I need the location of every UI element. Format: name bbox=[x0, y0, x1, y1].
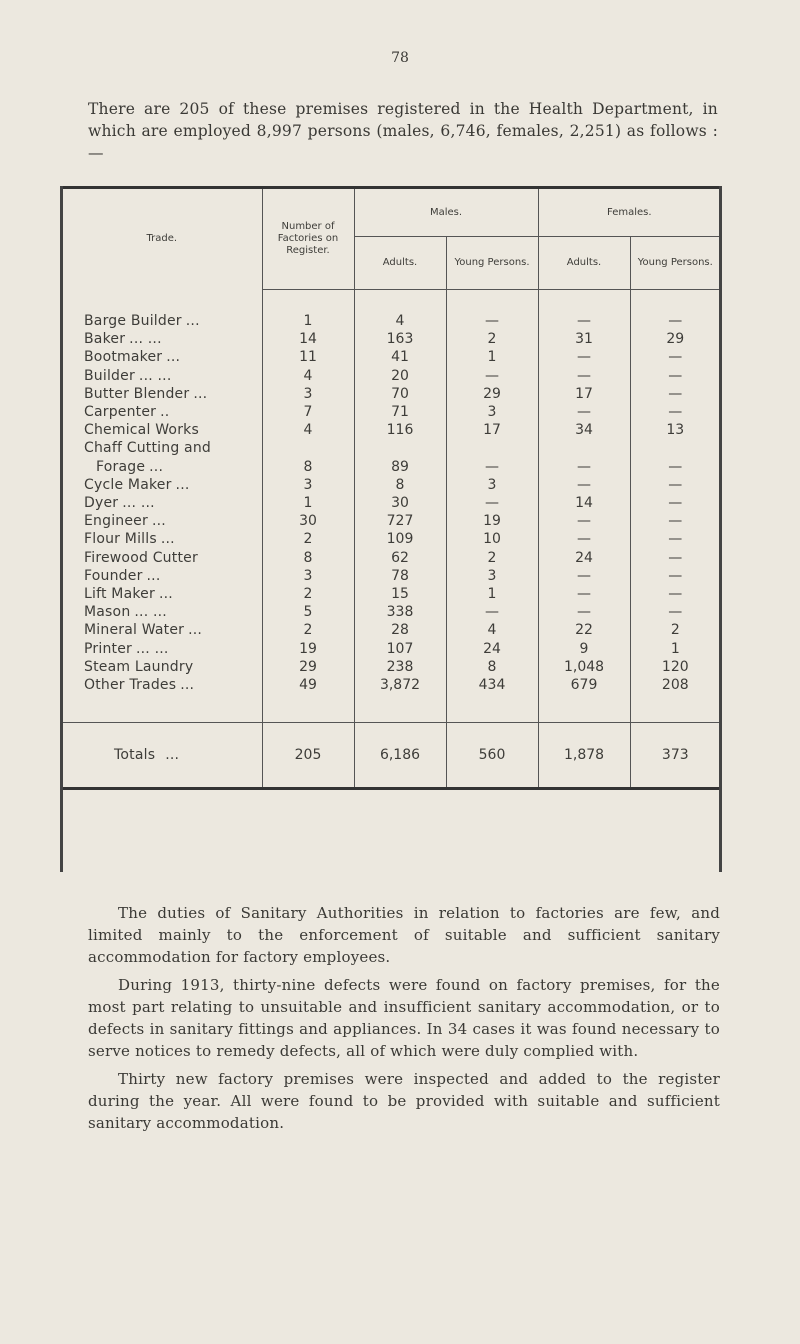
table-row bbox=[62, 367, 720, 385]
table-row bbox=[62, 330, 720, 348]
cell-f-young: — bbox=[668, 495, 683, 512]
cell-factories: 4 bbox=[262, 421, 354, 439]
cell-factories: 8 bbox=[262, 458, 354, 476]
cell-m-young bbox=[446, 439, 538, 457]
table-row bbox=[62, 494, 720, 512]
leader-dots: ... ... bbox=[134, 604, 167, 621]
trade-name: Other Trades bbox=[84, 677, 177, 694]
table-row bbox=[62, 585, 720, 603]
leader-dots: ... bbox=[180, 677, 195, 694]
spacer-row bbox=[62, 290, 720, 313]
totals-label-cell bbox=[62, 723, 262, 789]
leader-dots: ... bbox=[166, 349, 181, 366]
cell-m-young: 3 bbox=[446, 476, 538, 494]
cell-m-adults: 4 bbox=[354, 312, 446, 330]
table-row bbox=[62, 348, 720, 366]
trade-name: Steam Laundry bbox=[84, 658, 194, 675]
cell-f-adults: 31 bbox=[538, 330, 630, 348]
table-row bbox=[62, 421, 720, 439]
cell-f-young: 2 bbox=[670, 622, 680, 639]
cell-m-young: 29 bbox=[446, 385, 538, 403]
cell-factories: 5 bbox=[262, 603, 354, 621]
cell-m-young: 3 bbox=[446, 403, 538, 421]
cell-m-young: 24 bbox=[446, 640, 538, 658]
cell-factories: 2 bbox=[262, 530, 354, 548]
trade-name: Firewood Cutter bbox=[84, 549, 198, 566]
trade-name: Printer bbox=[84, 640, 132, 657]
cell-factories: 3 bbox=[262, 567, 354, 585]
cell-m-young: — bbox=[446, 603, 538, 621]
cell-factories: 3 bbox=[262, 476, 354, 494]
cell-m-adults: 8 bbox=[354, 476, 446, 494]
trade-cell bbox=[62, 421, 262, 439]
total-f-young: 373 bbox=[630, 723, 720, 789]
cell-m-adults: 71 bbox=[354, 403, 446, 421]
cell-factories: 2 bbox=[262, 621, 354, 639]
table-row bbox=[62, 567, 720, 585]
table-row bbox=[62, 640, 720, 658]
table-row bbox=[62, 403, 720, 421]
trade-cell bbox=[62, 385, 262, 403]
header-males-young-persons: Young Persons. bbox=[446, 237, 538, 290]
header-females-young-persons: Young Persons. bbox=[630, 237, 720, 290]
cell-m-young: 434 bbox=[446, 676, 538, 694]
cell-m-young: 2 bbox=[446, 330, 538, 348]
intro-paragraph: There are 205 of these premises registered in the Health Department, in which are employed 8,997 persons (males, 6,746, females, 2,251) as follows :— bbox=[88, 100, 718, 162]
spacer-row bbox=[62, 694, 720, 723]
cell-m-adults: 338 bbox=[354, 603, 446, 621]
leader-dots: ... bbox=[165, 747, 180, 764]
cell-m-young: — bbox=[446, 458, 538, 476]
cell-f-adults: 17 bbox=[538, 385, 630, 403]
trade-cell bbox=[62, 640, 262, 658]
total-m-young: 560 bbox=[446, 723, 538, 789]
trade-cell bbox=[62, 512, 262, 530]
cell-factories: 19 bbox=[262, 640, 354, 658]
cell-m-adults: 41 bbox=[354, 348, 446, 366]
page-number: 78 bbox=[391, 50, 409, 66]
paragraph-defects: During 1913, thirty-nine defects were found on factory premises, for the most part relating to unsuitable and insufficient sanitary accommodation, or to defects in sanitary fittings and appliances. In 34 cases it was found necessary to serve notices to remedy defects, all of which were duly complied with. bbox=[88, 976, 720, 1060]
cell-f-adults: — bbox=[538, 530, 630, 548]
table-row bbox=[62, 385, 720, 403]
cell-f-young: — bbox=[668, 367, 683, 384]
trade-cell bbox=[62, 549, 262, 567]
cell-f-young bbox=[630, 439, 720, 457]
cell-factories: 11 bbox=[262, 348, 354, 366]
cell-m-young: 19 bbox=[446, 512, 538, 530]
factories-table-container bbox=[62, 186, 720, 872]
cell-factories: 1 bbox=[262, 312, 354, 330]
trade-name: Lift Maker bbox=[84, 586, 155, 603]
trade-name: Dyer bbox=[84, 495, 119, 512]
table-row bbox=[62, 603, 720, 621]
cell-m-adults: 238 bbox=[354, 658, 446, 676]
trade-cell bbox=[62, 494, 262, 512]
cell-m-adults: 116 bbox=[354, 421, 446, 439]
table-right-border bbox=[719, 186, 722, 872]
trade-cell bbox=[62, 676, 262, 694]
leader-dots: ... bbox=[149, 458, 164, 475]
cell-f-adults: — bbox=[538, 567, 630, 585]
cell-m-adults: 89 bbox=[354, 458, 446, 476]
cell-f-young: — bbox=[668, 567, 683, 584]
cell-f-young: — bbox=[668, 531, 683, 548]
trade-cell bbox=[62, 585, 262, 603]
trade-cell bbox=[62, 530, 262, 548]
cell-f-adults bbox=[538, 439, 630, 457]
cell-m-young: 4 bbox=[446, 621, 538, 639]
trade-name: Mineral Water bbox=[84, 622, 185, 639]
cell-f-young: — bbox=[668, 604, 683, 621]
cell-f-young: — bbox=[668, 404, 683, 421]
table-row bbox=[62, 621, 720, 639]
leader-dots: ... ... bbox=[135, 640, 169, 657]
trade-cell bbox=[62, 603, 262, 621]
cell-m-adults: 62 bbox=[354, 549, 446, 567]
trade-name: Chaff Cutting and bbox=[84, 440, 212, 457]
table-row bbox=[62, 512, 720, 530]
total-m-adults: 6,186 bbox=[354, 723, 446, 789]
cell-factories: 8 bbox=[262, 549, 354, 567]
cell-m-young: 8 bbox=[446, 658, 538, 676]
table-body bbox=[62, 290, 720, 789]
cell-f-adults: — bbox=[538, 476, 630, 494]
total-f-adults: 1,878 bbox=[538, 723, 630, 789]
totals-row bbox=[62, 723, 720, 789]
cell-f-young: — bbox=[668, 476, 683, 493]
cell-factories: 4 bbox=[262, 367, 354, 385]
cell-f-young: — bbox=[668, 586, 683, 603]
trade-name: Barge Builder bbox=[84, 313, 182, 329]
cell-m-adults bbox=[354, 439, 446, 457]
cell-f-adults: 9 bbox=[538, 640, 630, 658]
leader-dots: ... bbox=[193, 385, 208, 402]
cell-m-adults: 109 bbox=[354, 530, 446, 548]
cell-f-adults: — bbox=[538, 403, 630, 421]
paragraph-duties: The duties of Sanitary Authorities in relation to factories are few, and limited mainly to the enforcement of suitable and sufficient sanitary accommodation for factory employees. bbox=[88, 904, 720, 966]
cell-f-adults: — bbox=[538, 585, 630, 603]
cell-factories: 2 bbox=[262, 585, 354, 603]
leader-dots: ... bbox=[158, 586, 173, 603]
trade-cell bbox=[62, 348, 262, 366]
table-row bbox=[62, 312, 720, 330]
table-row bbox=[62, 530, 720, 548]
cell-m-young: 1 bbox=[446, 585, 538, 603]
cell-factories bbox=[262, 439, 354, 457]
table-row bbox=[62, 476, 720, 494]
trade-name: Carpenter bbox=[84, 404, 157, 421]
trade-cell bbox=[62, 458, 262, 476]
cell-f-young: 13 bbox=[666, 422, 685, 439]
trade-name: Bootmaker bbox=[84, 349, 163, 366]
cell-f-adults: — bbox=[538, 458, 630, 476]
cell-f-adults: — bbox=[538, 312, 630, 330]
leader-dots: ... ... bbox=[138, 367, 172, 384]
leader-dots: ... bbox=[151, 513, 166, 530]
cell-f-young: — bbox=[668, 385, 683, 402]
cell-f-young: — bbox=[668, 313, 683, 329]
cell-f-young: 120 bbox=[661, 658, 689, 675]
trade-cell bbox=[62, 403, 262, 421]
trade-cell bbox=[62, 658, 262, 676]
leader-dots: ... bbox=[146, 567, 161, 584]
cell-m-adults: 28 bbox=[354, 621, 446, 639]
trade-name: Builder bbox=[84, 367, 135, 384]
cell-m-adults: 20 bbox=[354, 367, 446, 385]
leader-dots: ... bbox=[185, 313, 200, 329]
cell-f-young: — bbox=[668, 513, 683, 530]
cell-m-young: 3 bbox=[446, 567, 538, 585]
trade-name: Engineer bbox=[84, 513, 148, 530]
paragraph-new-premises: Thirty new factory premises were inspected and added to the register during the year. All were found to be provided with suitable and sufficient sanitary accommodation. bbox=[88, 1070, 720, 1132]
trade-name: Mason bbox=[84, 604, 131, 621]
cell-m-adults: 107 bbox=[354, 640, 446, 658]
cell-m-adults: 30 bbox=[354, 494, 446, 512]
cell-m-adults: 163 bbox=[354, 330, 446, 348]
cell-m-adults: 70 bbox=[354, 385, 446, 403]
factories-table bbox=[62, 186, 720, 790]
total-factories: 205 bbox=[262, 723, 354, 789]
header-males-adults: Adults. bbox=[354, 237, 446, 290]
totals-label: Totals bbox=[114, 747, 156, 764]
leader-dots: .. bbox=[160, 404, 170, 421]
header-males: Males. bbox=[354, 188, 538, 237]
trade-cell bbox=[62, 439, 262, 457]
cell-factories: 14 bbox=[262, 330, 354, 348]
table-left-border bbox=[60, 186, 63, 872]
cell-f-adults: 22 bbox=[538, 621, 630, 639]
cell-m-adults: 78 bbox=[354, 567, 446, 585]
trade-cell bbox=[62, 330, 262, 348]
cell-f-young: — bbox=[668, 549, 683, 566]
cell-m-adults: 3,872 bbox=[354, 676, 446, 694]
cell-factories: 30 bbox=[262, 512, 354, 530]
header-females-adults: Adults. bbox=[538, 237, 630, 290]
header-females: Females. bbox=[538, 188, 720, 237]
header-trade: Trade. bbox=[62, 188, 262, 290]
table-row bbox=[62, 658, 720, 676]
cell-m-young: — bbox=[446, 367, 538, 385]
trade-cell bbox=[62, 312, 262, 330]
trade-name: Forage bbox=[96, 458, 146, 475]
table-row bbox=[62, 676, 720, 694]
trade-name: Flour Mills bbox=[84, 531, 157, 548]
leader-dots: ... bbox=[188, 622, 203, 639]
cell-f-adults: 1,048 bbox=[538, 658, 630, 676]
cell-f-adults: — bbox=[538, 512, 630, 530]
cell-f-adults: — bbox=[538, 348, 630, 366]
cell-f-young: — bbox=[668, 458, 683, 475]
leader-dots: ... ... bbox=[129, 331, 162, 348]
trade-cell bbox=[62, 621, 262, 639]
cell-factories: 7 bbox=[262, 403, 354, 421]
trade-name: Butter Blender bbox=[84, 385, 190, 402]
leader-dots: ... ... bbox=[122, 495, 155, 512]
cell-factories: 49 bbox=[262, 676, 354, 694]
cell-m-young: — bbox=[446, 312, 538, 330]
cell-f-adults: 679 bbox=[538, 676, 630, 694]
cell-f-adults: 24 bbox=[538, 549, 630, 567]
cell-m-young: 1 bbox=[446, 348, 538, 366]
cell-m-young: — bbox=[446, 494, 538, 512]
trade-name: Baker bbox=[84, 331, 126, 348]
trade-cell bbox=[62, 476, 262, 494]
leader-dots: ... bbox=[160, 531, 175, 548]
cell-f-young: 29 bbox=[666, 331, 685, 348]
trade-cell bbox=[62, 567, 262, 585]
cell-m-young: 10 bbox=[446, 530, 538, 548]
cell-f-young: 208 bbox=[661, 677, 689, 694]
table-row bbox=[62, 458, 720, 476]
cell-f-adults: 14 bbox=[538, 494, 630, 512]
cell-m-adults: 15 bbox=[354, 585, 446, 603]
trade-name: Cycle Maker bbox=[84, 476, 172, 493]
cell-m-young: 2 bbox=[446, 549, 538, 567]
table-row bbox=[62, 549, 720, 567]
table-row bbox=[62, 439, 720, 457]
header-number-of-factories: Number of Factories on Register. bbox=[262, 188, 354, 290]
cell-f-adults: 34 bbox=[538, 421, 630, 439]
cell-f-young: 1 bbox=[670, 640, 680, 657]
cell-factories: 1 bbox=[262, 494, 354, 512]
cell-f-young: — bbox=[668, 349, 683, 366]
trade-name: Founder bbox=[84, 567, 143, 584]
cell-factories: 29 bbox=[262, 658, 354, 676]
trade-name: Chemical Works bbox=[84, 422, 199, 439]
cell-f-adults: — bbox=[538, 367, 630, 385]
cell-factories: 3 bbox=[262, 385, 354, 403]
cell-m-young: 17 bbox=[446, 421, 538, 439]
leader-dots: ... bbox=[175, 476, 190, 493]
cell-f-adults: — bbox=[538, 603, 630, 621]
cell-m-adults: 727 bbox=[354, 512, 446, 530]
trade-cell bbox=[62, 367, 262, 385]
